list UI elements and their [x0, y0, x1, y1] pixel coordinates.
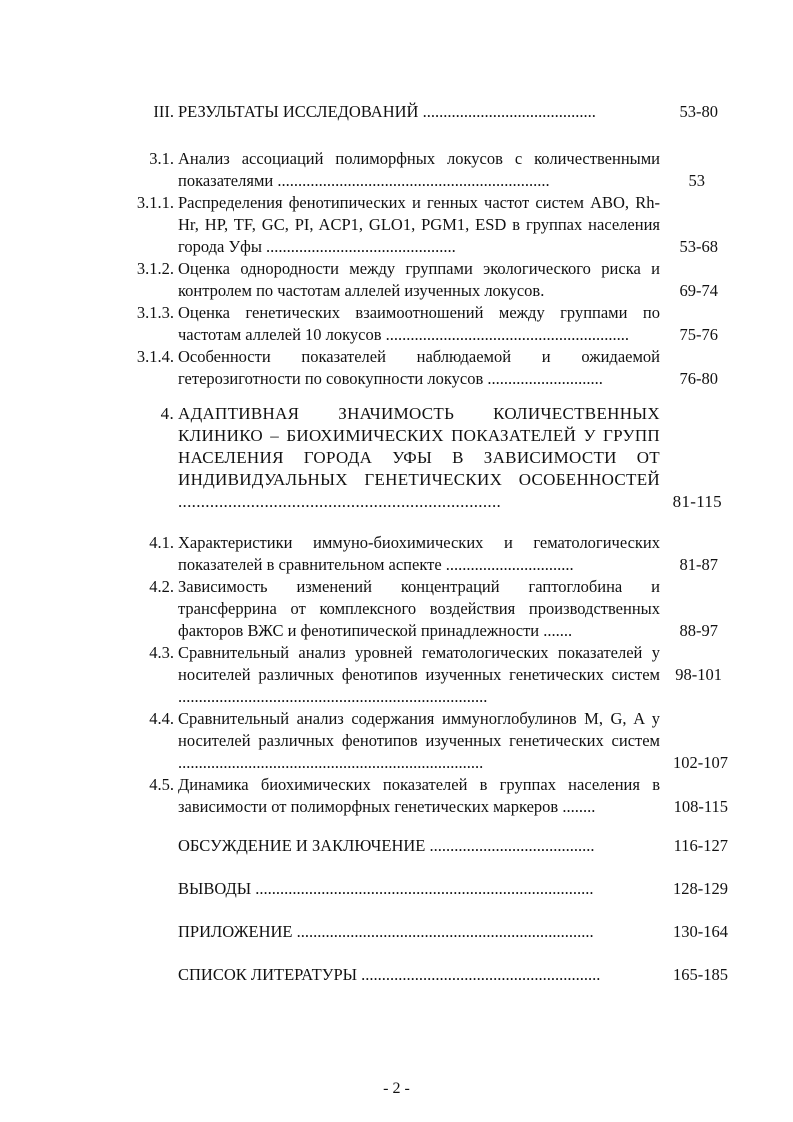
toc-number: 3.1.3.	[136, 303, 174, 322]
toc-text: Анализ ассоциаций полиморфных локусов с количественными показателями ..................................................................	[178, 149, 660, 190]
toc-number: 3.1.2.	[136, 259, 174, 278]
toc-text: Сравнительный анализ уровней гематологических показателей у носителей различных фенотипов изученных генетических систем ...........................................................................	[178, 643, 660, 706]
toc-text: Оценка генетических взаимоотношений между группами по частотам аллелей 10 локусов ...........................................................	[178, 303, 660, 344]
toc-pages: 53-80	[679, 102, 718, 121]
page-number: - 2 -	[383, 1080, 410, 1097]
toc-text: Зависимость изменений концентраций гаптоглобина и трансферрина от комплексного воздействия производственных факторов ВЖС и фенотипической принадлежности .......	[178, 577, 660, 640]
toc-text: Оценка однородности между группами экологического риска и контролем по частотам аллелей изученных локусов.	[178, 259, 660, 300]
toc-number: III.	[153, 102, 174, 121]
toc-pages: 88-97	[679, 621, 718, 640]
toc-pages: 102-107	[673, 753, 728, 772]
toc-pages: 116-127	[673, 836, 728, 855]
toc-pages: 81-87	[679, 555, 718, 574]
toc-number: 3.1.4.	[136, 347, 174, 366]
toc-pages: 53-68	[679, 237, 718, 256]
toc-text: Характеристики иммуно-биохимических и гематологических показателей в сравнительном аспекте ...............................	[178, 533, 660, 574]
toc-number: 4.4.	[149, 709, 174, 728]
toc-number: 3.1.1.	[136, 193, 174, 212]
toc-pages: 108-115	[673, 797, 728, 816]
toc-text: АДАПТИВНАЯ ЗНАЧИМОСТЬ КОЛИЧЕСТВЕННЫХ КЛИНИКО – БИОХИМИЧЕСКИХ ПОКАЗАТЕЛЕЙ У ГРУПП НАСЕЛЕНИЯ ГОРОДА УФЫ В ЗАВИСИМОСТИ ОТ ИНДИВИДУАЛЬНЫХ ГЕНЕТИЧЕСКИХ ОСОБЕННОСТЕЙ .......................................................................	[178, 404, 660, 511]
toc-number: 4.2.	[149, 577, 174, 596]
toc-pages: 165-185	[673, 965, 728, 984]
toc-pages: 53	[688, 171, 705, 190]
toc-text: СПИСОК ЛИТЕРАТУРЫ ..........................................................	[178, 965, 601, 984]
toc-text: Особенности показателей наблюдаемой и ожидаемой гетерозиготности по совокупности локусов ............................	[178, 347, 660, 388]
toc-text: Динамика биохимических показателей в группах населения в зависимости от полиморфных генетических маркеров ........	[178, 775, 660, 816]
toc-pages: 128-129	[673, 879, 728, 898]
toc-text: ПРИЛОЖЕНИЕ ........................................................................	[178, 922, 594, 941]
toc-pages: 98-101	[675, 665, 722, 684]
toc-text: Сравнительный анализ содержания иммуноглобулинов M, G, A у носителей различных фенотипов изученных генетических систем ..........................................................................	[178, 709, 660, 772]
toc-text: ВЫВОДЫ ..................................................................................	[178, 879, 594, 898]
toc-text: РЕЗУЛЬТАТЫ ИССЛЕДОВАНИЙ ..........................................	[178, 102, 596, 121]
toc-number: 4.1.	[149, 533, 174, 552]
toc-pages: 75-76	[679, 325, 718, 344]
toc-text: Распределения фенотипических и генных частот систем ABO, Rh-Hr, HP, TF, GC, PI, ACP1, GLO1, PGM1, ESD в группах населения города Уфы ..............................................	[178, 193, 660, 256]
toc-pages: 81-115	[672, 492, 722, 511]
toc-text: ОБСУЖДЕНИЕ И ЗАКЛЮЧЕНИЕ ........................................	[178, 836, 595, 855]
toc-number: 3.1.	[149, 149, 174, 168]
toc-pages: 130-164	[673, 922, 728, 941]
toc-number: 4.3.	[149, 643, 174, 662]
toc-number: 4.	[160, 404, 174, 423]
toc-pages: 76-80	[679, 369, 718, 388]
toc-number: 4.5.	[149, 775, 174, 794]
toc-pages: 69-74	[679, 281, 718, 300]
